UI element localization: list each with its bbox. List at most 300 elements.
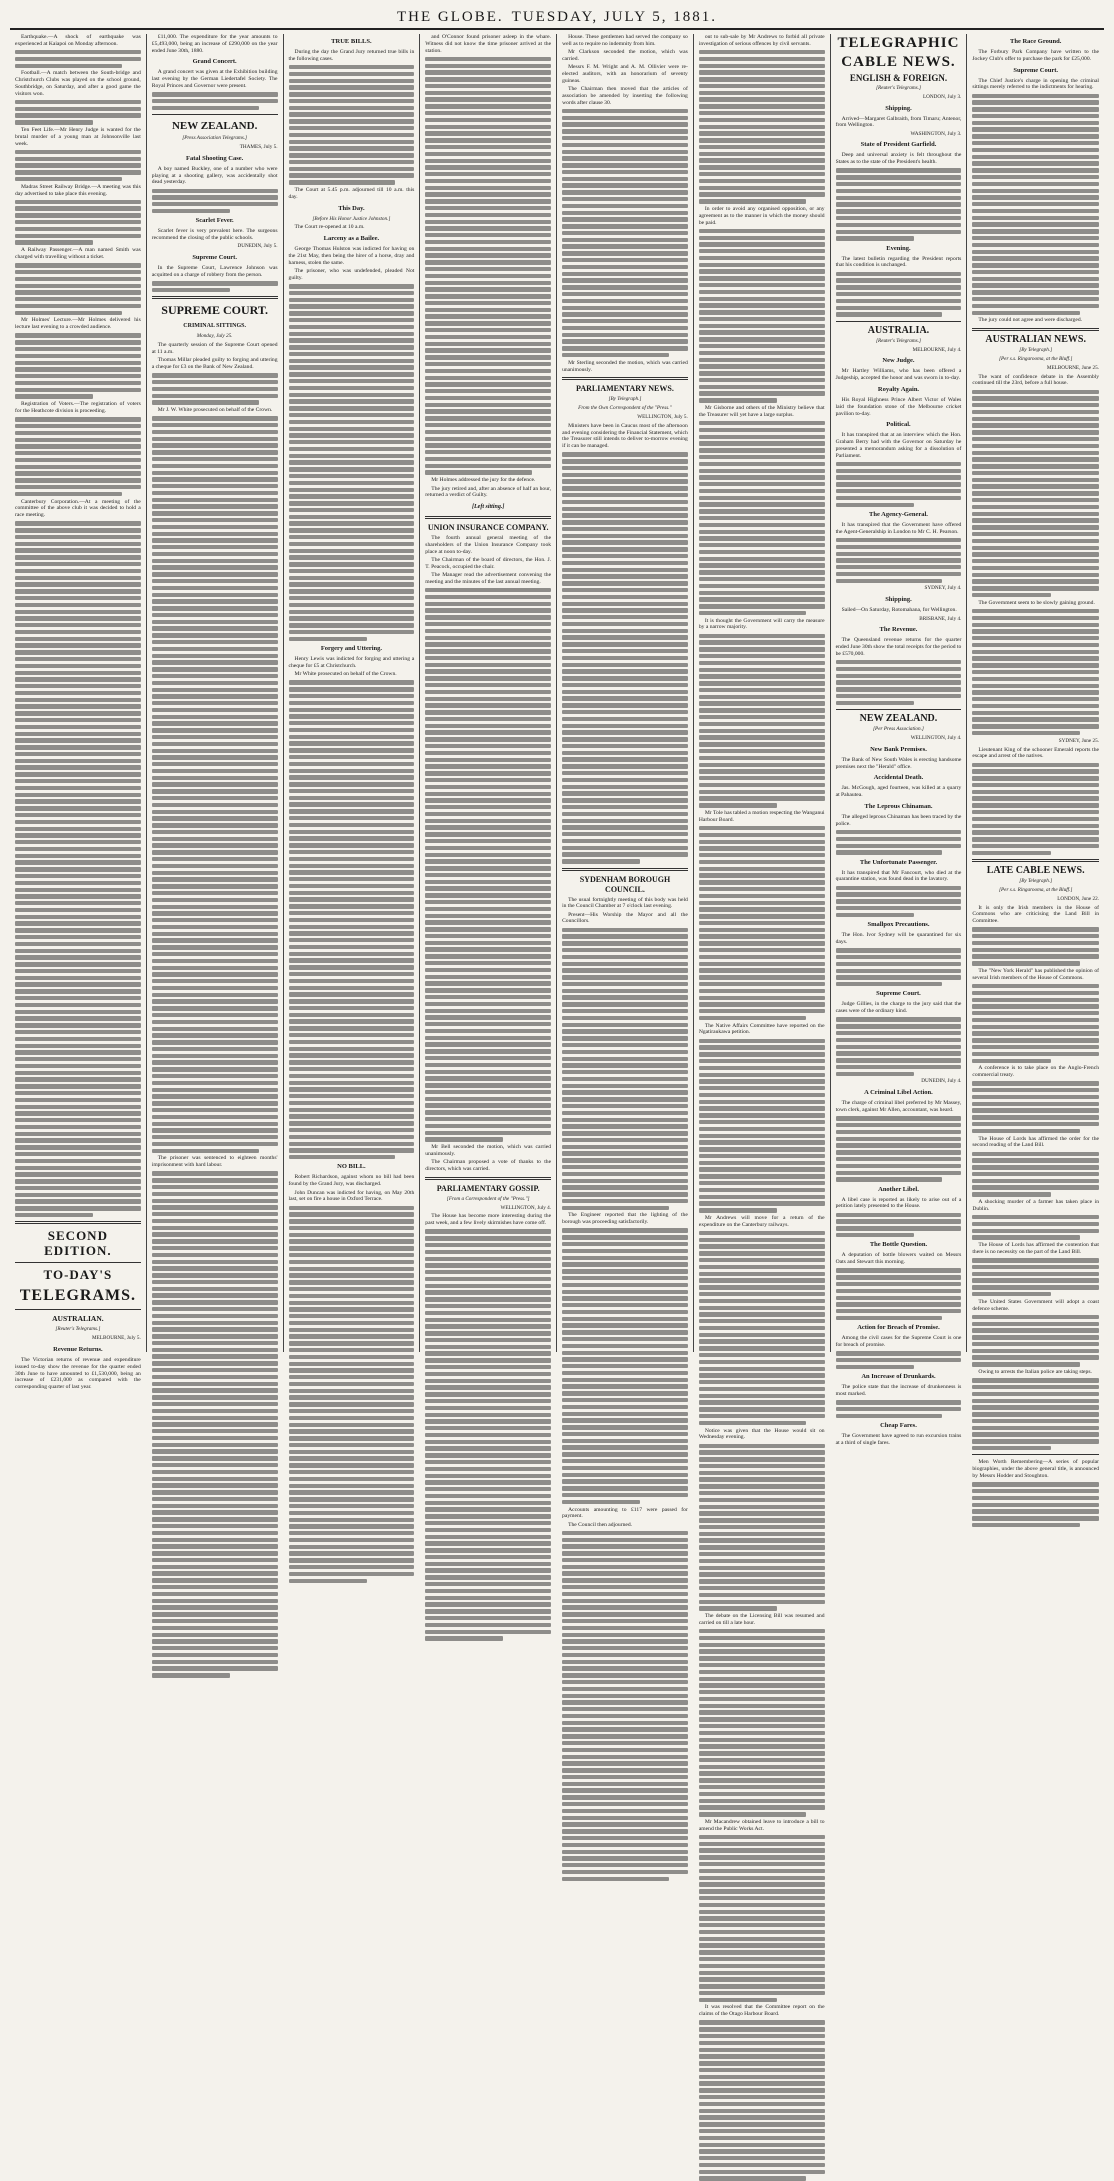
text-line-placeholder [289,1114,415,1118]
text-line-placeholder [699,887,825,891]
text-line-placeholder [425,1514,551,1518]
text-line-placeholder [152,1504,278,1508]
text-line-placeholder [425,199,551,203]
text-line-placeholder [699,1244,825,1248]
text-line-placeholder [15,704,141,708]
text-line-placeholder [836,687,962,691]
text-line-placeholder [425,629,551,633]
text-line-placeholder [562,975,688,979]
text-line-placeholder [289,1121,415,1125]
text-line-placeholder [972,410,1099,414]
text-line-placeholder [152,952,278,956]
text-line-placeholder [425,179,551,183]
text-line-placeholder [562,1673,688,1677]
text-line-placeholder [972,704,1099,708]
item-heading: Revenue Returns. [53,1346,103,1354]
text-line-placeholder [152,1409,278,1413]
text-line-placeholder [972,731,1080,735]
subsection-heading: ENGLISH & FOREIGN. [849,73,948,83]
text-line-placeholder [562,1165,688,1169]
text-line-placeholder [15,799,141,803]
text-line-placeholder [562,1337,688,1341]
text-line-placeholder [289,1135,415,1139]
text-line-placeholder [15,388,141,392]
text-line-placeholder [836,1358,962,1362]
text-line-placeholder [972,824,1099,828]
text-line-placeholder [425,1324,551,1328]
text-line-placeholder [152,1300,278,1304]
text-line-placeholder [289,1429,415,1433]
text-line-placeholder [289,535,415,539]
text-line-placeholder [152,545,278,549]
text-line-placeholder [15,458,141,462]
text-line-placeholder [425,274,551,278]
text-line-placeholder [15,935,141,939]
text-line-placeholder [972,837,1099,841]
text-line-placeholder [289,589,415,593]
text-line-placeholder [15,1186,141,1190]
text-line-placeholder [699,1471,825,1475]
text-line-placeholder [152,1122,278,1126]
text-line-placeholder [699,158,825,162]
text-line-placeholder [972,100,1099,104]
item-heading: Grand Concert. [192,58,237,66]
text-line-placeholder [562,649,688,653]
text-line-placeholder [972,209,1099,213]
text-line-placeholder [972,283,1099,287]
text-line-placeholder [425,376,551,380]
text-line-placeholder [289,1253,415,1257]
source-note: [Press Association Telegrams.] [182,135,248,142]
text-line-placeholder [699,941,825,945]
text-line-placeholder [972,423,1099,427]
text-line-placeholder [972,1355,1099,1359]
text-line-placeholder [562,1479,688,1483]
text-line-placeholder [836,1226,962,1230]
text-line-placeholder [562,1344,688,1348]
text-line-placeholder [15,840,141,844]
text-line-placeholder [972,297,1099,301]
text-line-placeholder [425,1358,551,1362]
text-line-placeholder [562,520,688,524]
text-line-placeholder [289,1518,415,1522]
divider [836,709,962,710]
text-line-placeholder [425,1474,551,1478]
text-line-placeholder [562,635,688,639]
text-line-placeholder [289,555,415,559]
text-line-placeholder [425,1270,551,1274]
text-line-placeholder [425,1284,551,1288]
text-line-placeholder [562,602,688,606]
text-line-placeholder [699,330,825,334]
text-line-placeholder [152,92,278,96]
text-line-placeholder [972,593,1051,597]
text-line-placeholder [699,860,825,864]
text-line-placeholder [15,100,141,104]
text-line-placeholder [699,1977,825,1981]
text-line-placeholder [425,1331,551,1335]
dateline: DUNEDIN, July 5. [237,243,278,250]
text-line-placeholder [425,663,551,667]
text-line-placeholder [972,403,1099,407]
text-line-placeholder [425,348,551,352]
text-line-placeholder [152,1639,278,1643]
text-line-placeholder [152,572,278,576]
text-line-placeholder [15,1111,141,1115]
text-line-placeholder [972,629,1099,633]
text-line-placeholder [562,1351,688,1355]
text-line-placeholder [972,1426,1099,1430]
text-line-placeholder [699,256,825,260]
text-line-placeholder [289,494,415,498]
text-line-placeholder [425,1117,551,1121]
text-line-placeholder [15,650,141,654]
text-line-placeholder [15,582,141,586]
text-line-placeholder [425,649,551,653]
text-line-placeholder [562,1296,688,1300]
text-line-placeholder [15,874,141,878]
text-line-placeholder [972,609,1099,613]
column-2 [147,34,284,1352]
text-line-placeholder [425,382,551,386]
article-paragraph: Judge Gillies, in the charge to the jury said that the cases were of the ordinary kind. [835,1001,962,1015]
text-line-placeholder [972,236,1099,240]
text-line-placeholder [15,107,141,111]
text-line-placeholder [152,789,278,793]
text-line-placeholder [836,1123,962,1127]
text-line-placeholder [289,1456,415,1460]
text-line-placeholder [425,1049,551,1053]
item-heading: NO BILL. [337,1163,366,1171]
section-heading: SUPREME COURT. [161,303,268,318]
text-line-placeholder [562,1680,688,1684]
text-line-placeholder [152,1565,278,1569]
text-line-placeholder [15,1044,141,1048]
text-line-placeholder [289,352,415,356]
text-line-placeholder [152,1020,278,1024]
article-paragraph: A conference is to take place on the Anglo-French commercial treaty. [972,1065,1099,1079]
text-line-placeholder [425,308,551,312]
text-line-placeholder [152,1402,278,1406]
text-line-placeholder [562,1077,688,1081]
text-line-placeholder [425,961,551,965]
text-line-placeholder [425,1426,551,1430]
text-line-placeholder [699,229,825,233]
text-line-placeholder [152,1273,278,1277]
text-line-placeholder [562,466,688,470]
text-line-placeholder [15,786,141,790]
text-line-placeholder [562,1551,688,1555]
text-line-placeholder [562,568,688,572]
text-line-placeholder [972,1349,1099,1353]
text-line-placeholder [699,1394,825,1398]
text-line-placeholder [699,1333,825,1337]
text-line-placeholder [289,1382,415,1386]
text-line-placeholder [15,915,141,919]
text-line-placeholder [972,1129,1080,1133]
text-line-placeholder [425,1056,551,1060]
text-line-placeholder [562,1809,688,1813]
column-7 [831,34,968,1446]
article-paragraph: Accounts amounting to £117 were passed for payment. [562,1506,688,1520]
text-line-placeholder [699,1738,825,1742]
dateline: DUNEDIN, July 4. [921,1078,962,1085]
text-line-placeholder [152,810,278,814]
text-line-placeholder [699,894,825,898]
article-paragraph: The Queensland revenue returns for the quarter ended June 30th show the total receipts for the period to be £570,000. [835,637,962,657]
text-line-placeholder [562,1357,688,1361]
section-heading: NEW ZEALAND. [859,713,938,725]
text-line-placeholder [836,1031,962,1035]
text-line-placeholder [562,299,688,303]
text-line-placeholder [562,1002,688,1006]
text-line-placeholder [289,106,415,110]
text-line-placeholder [15,177,122,181]
text-line-placeholder [425,642,551,646]
text-line-placeholder [152,681,278,685]
text-line-placeholder [562,1432,688,1436]
text-line-placeholder [699,249,825,253]
text-line-placeholder [972,1516,1099,1520]
text-line-placeholder [152,959,278,963]
text-line-placeholder [425,464,551,468]
text-line-placeholder [425,1236,551,1240]
text-line-placeholder [699,577,825,581]
article-paragraph: Canterbury Corporation.—At a meeting of the committee of the above club it was decided to hold a race meeting. [15,498,141,519]
text-line-placeholder [562,1323,688,1327]
text-line-placeholder [152,464,278,468]
text-line-placeholder [425,1406,551,1410]
text-line-placeholder [152,633,278,637]
text-line-placeholder [425,104,551,108]
text-line-placeholder [562,805,688,809]
text-line-placeholder [289,99,415,103]
text-line-placeholder [699,1785,825,1789]
text-line-placeholder [972,941,1099,945]
text-line-placeholder [699,1326,825,1330]
text-line-placeholder [289,549,415,553]
text-line-placeholder [699,1113,825,1117]
text-line-placeholder [152,1558,278,1562]
text-line-placeholder [152,532,278,536]
text-line-placeholder [562,258,688,262]
text-line-placeholder [152,1429,278,1433]
text-line-placeholder [289,1463,415,1467]
article-paragraph: Mr Macandrew obtained leave to introduce a bill to amend the Public Works Act. [698,1818,825,1832]
text-line-placeholder [425,233,551,237]
text-line-placeholder [699,441,825,445]
text-line-placeholder [836,1233,914,1237]
text-line-placeholder [699,2143,825,2147]
text-line-placeholder [836,837,962,841]
article-paragraph: Owing to arrests the Italian police are taking steps. [978,1369,1092,1376]
text-line-placeholder [152,1477,278,1481]
text-line-placeholder [15,752,141,756]
text-line-placeholder [15,1166,141,1170]
text-line-placeholder [425,57,551,61]
text-line-placeholder [15,542,141,546]
text-line-placeholder [699,647,825,651]
paper-title: THE GLOBE. [397,9,504,25]
text-line-placeholder [15,1118,141,1122]
text-line-placeholder [562,1721,688,1725]
text-line-placeholder [425,615,551,619]
text-line-placeholder [836,674,962,678]
text-line-placeholder [152,1646,278,1650]
text-line-placeholder [972,552,1099,556]
text-line-placeholder [562,1131,688,1135]
text-line-placeholder [152,1660,278,1664]
text-line-placeholder [289,864,415,868]
text-line-placeholder [562,292,688,296]
text-line-placeholder [15,738,141,742]
text-line-placeholder [289,782,415,786]
text-line-placeholder [562,1565,688,1569]
text-line-placeholder [289,1538,415,1542]
text-line-placeholder [289,884,415,888]
text-line-placeholder [425,1318,551,1322]
text-line-placeholder [15,1030,141,1034]
text-line-placeholder [152,106,259,110]
text-line-placeholder [152,640,278,644]
text-line-placeholder [699,1421,806,1425]
text-line-placeholder [15,277,141,281]
text-line-placeholder [972,518,1099,522]
text-line-placeholder [15,478,141,482]
text-line-placeholder [289,694,415,698]
text-line-placeholder [836,175,962,179]
text-line-placeholder [152,1027,278,1031]
dateline: THAMES, July 5. [239,143,278,150]
text-line-placeholder [836,236,914,240]
text-line-placeholder [289,1260,415,1264]
text-line-placeholder [289,167,415,171]
text-line-placeholder [15,643,141,647]
text-line-placeholder [699,242,825,246]
text-line-placeholder [152,1081,278,1085]
text-line-placeholder [152,1449,278,1453]
article-paragraph: Mr Sterling seconded the motion, which was carried unanimously. [562,359,688,373]
text-line-placeholder [972,216,1099,220]
text-line-placeholder [972,844,1099,848]
text-line-placeholder [15,1091,141,1095]
text-line-placeholder [15,718,141,722]
text-line-placeholder [699,1079,825,1083]
text-line-placeholder [699,2027,825,2031]
text-line-placeholder [152,437,278,441]
text-line-placeholder [425,988,551,992]
text-line-placeholder [699,482,825,486]
text-line-placeholder [699,421,825,425]
text-line-placeholder [836,1282,962,1286]
text-line-placeholder [15,431,141,435]
text-line-placeholder [152,1416,278,1420]
text-line-placeholder [699,536,825,540]
text-line-placeholder [15,444,141,448]
text-line-placeholder [15,548,141,552]
text-line-placeholder [699,344,825,348]
text-line-placeholder [562,1877,669,1881]
text-line-placeholder [15,170,141,174]
text-line-placeholder [699,1566,825,1570]
text-line-placeholder [972,107,1099,111]
text-line-placeholder [15,576,141,580]
text-line-placeholder [972,1192,1051,1196]
text-line-placeholder [836,168,962,172]
text-line-placeholder [152,1013,278,1017]
text-line-placeholder [289,379,415,383]
divider [425,516,551,519]
divider [972,859,1099,862]
text-line-placeholder [972,250,1099,254]
text-line-placeholder [562,513,688,517]
text-line-placeholder [562,204,688,208]
text-line-placeholder [562,1310,688,1314]
text-line-placeholder [562,1445,688,1449]
text-line-placeholder [562,1057,688,1061]
text-line-placeholder [699,1663,825,1667]
source-note: [From a Correspondent of the "Press."] [446,1195,530,1202]
text-line-placeholder [425,1257,551,1261]
text-line-placeholder [972,1362,1080,1366]
section-heading: SECOND EDITION. [44,1228,112,1259]
text-line-placeholder [972,1523,1080,1527]
article-paragraph: The United States Government will adopt a coast defence scheme. [972,1298,1099,1312]
divider [15,1221,141,1224]
text-line-placeholder [836,1351,962,1355]
text-line-placeholder [836,1017,962,1021]
text-line-placeholder [152,1348,278,1352]
text-line-placeholder [425,941,551,945]
text-line-placeholder [699,1812,806,1816]
text-line-placeholder [152,721,278,725]
text-line-placeholder [152,1088,278,1092]
text-line-placeholder [425,267,551,271]
text-line-placeholder [15,424,141,428]
text-line-placeholder [699,873,825,877]
text-line-placeholder [425,859,551,863]
text-line-placeholder [425,1345,551,1349]
article-paragraph: and O'Connor found prisoner asleep in the whare. Witness did not know the time prisoner arrived at the station. [425,34,552,54]
text-line-placeholder [15,827,141,831]
text-line-placeholder [425,443,551,447]
text-line-placeholder [699,735,825,739]
text-line-placeholder [152,1443,278,1447]
text-line-placeholder [562,1592,688,1596]
text-line-placeholder [562,156,688,160]
text-line-placeholder [699,1174,825,1178]
text-line-placeholder [15,50,141,54]
dateline: MELBOURNE, June 25. [1046,364,1099,371]
text-line-placeholder [425,981,551,985]
text-line-placeholder [15,867,141,871]
text-line-placeholder [562,116,688,120]
text-line-placeholder [425,1440,551,1444]
text-line-placeholder [699,1717,825,1721]
dateline: WELLINGTON, July 4. [500,1204,552,1211]
text-line-placeholder [562,1687,688,1691]
text-line-placeholder [562,1816,688,1820]
text-line-placeholder [699,769,825,773]
text-line-placeholder [699,989,825,993]
text-line-placeholder [972,1185,1099,1189]
text-line-placeholder [425,430,551,434]
text-line-placeholder [972,484,1099,488]
text-line-placeholder [425,321,551,325]
text-line-placeholder [425,1392,551,1396]
text-line-placeholder [15,949,141,953]
text-line-placeholder [425,260,551,264]
